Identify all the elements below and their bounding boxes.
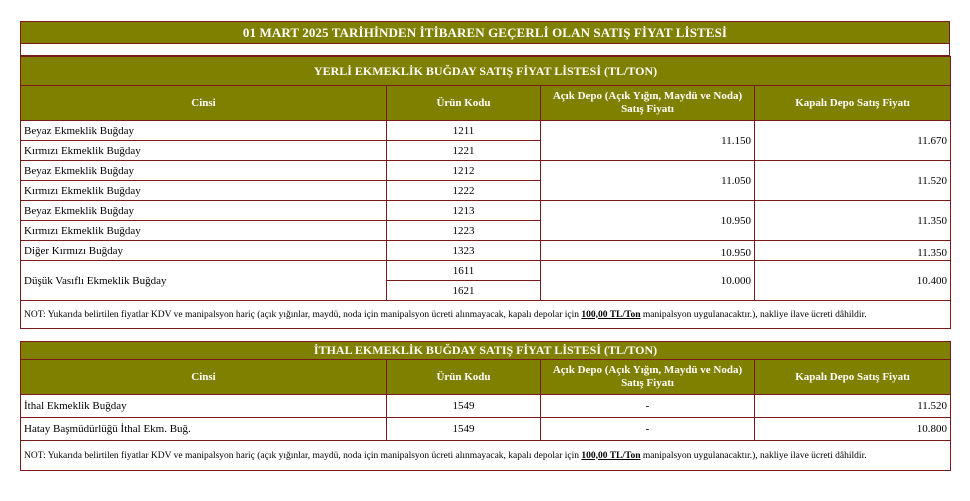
- header-urun-kodu: Ürün Kodu: [387, 360, 541, 395]
- product-name: Beyaz Ekmeklik Buğday: [21, 161, 387, 181]
- product-code: 1213: [387, 201, 541, 221]
- note-text-after: manipalsyon uygulanacaktır.), nakliye ilave ücreti dâhildir.: [640, 309, 867, 320]
- header-urun-kodu: Ürün Kodu: [387, 86, 541, 121]
- product-code: 1621: [387, 281, 541, 301]
- product-name: Beyaz Ekmeklik Buğday: [21, 201, 387, 221]
- kapali-depo-price: 11.350: [755, 241, 951, 261]
- note-text-before: NOT: Yukarıda belirtilen fiyatlar KDV ve manipalsyon hariç (açık yığınlar, maydü, noda için manipalsyon ücreti alınmayacak, kapalı depolar için: [24, 309, 582, 320]
- kapali-depo-price: 11.350: [755, 201, 951, 241]
- acik-depo-price: 10.950: [541, 201, 755, 241]
- table-row: [21, 161, 951, 181]
- product-code: 1222: [387, 181, 541, 201]
- acik-depo-price: 10.950: [541, 241, 755, 261]
- product-name: Kırmızı Ekmeklik Buğday: [21, 141, 387, 161]
- header-cinsi: Cinsi: [21, 360, 387, 395]
- table-row: [21, 241, 951, 261]
- header-acik-depo: Açık Depo (Açık Yığın, Maydü ve Noda) Satış Fiyatı: [541, 86, 755, 121]
- product-code: 1221: [387, 141, 541, 161]
- acik-depo-price: -: [541, 418, 755, 441]
- kapali-depo-price: 11.520: [755, 395, 951, 418]
- table-row: [21, 121, 951, 141]
- product-name: Kırmızı Ekmeklik Buğday: [21, 181, 387, 201]
- header-kapali-depo: Kapalı Depo Satış Fiyatı: [755, 360, 951, 395]
- table-row: [21, 261, 951, 281]
- table-row: [21, 395, 951, 418]
- note-text-after: manipalsyon uygulanacaktır.), nakliye ilave ücreti dâhildir.: [640, 450, 867, 461]
- product-code: 1611: [387, 261, 541, 281]
- main-title: 01 MART 2025 TARİHİNDEN İTİBAREN GEÇERLİ OLAN SATIŞ FİYAT LİSTESİ: [20, 21, 950, 44]
- domestic-table-title: YERLİ EKMEKLİK BUĞDAY SATIŞ FİYAT LİSTESİ (TL/TON): [21, 57, 951, 86]
- product-name: Hatay Başmüdürlüğü İthal Ekm. Buğ.: [21, 418, 387, 441]
- domestic-price-table: [20, 56, 950, 329]
- acik-depo-price: -: [541, 395, 755, 418]
- import-note: [21, 441, 951, 471]
- product-code: 1323: [387, 241, 541, 261]
- product-code: 1211: [387, 121, 541, 141]
- domestic-note: [21, 301, 951, 329]
- product-name: Beyaz Ekmeklik Buğday: [21, 121, 387, 141]
- table-row: [21, 418, 951, 441]
- kapali-depo-price: 11.520: [755, 161, 951, 201]
- import-price-table: [20, 341, 950, 471]
- note-fee: 100,00 TL/Ton: [581, 309, 641, 320]
- kapali-depo-price: 10.400: [755, 261, 951, 301]
- import-table-title: İTHAL EKMEKLİK BUĞDAY SATIŞ FİYAT LİSTESİ (TL/TON): [21, 342, 951, 360]
- product-name: Diğer Kırmızı Buğday: [21, 241, 387, 261]
- product-code: 1212: [387, 161, 541, 181]
- product-code: 1223: [387, 221, 541, 241]
- product-name: Düşük Vasıflı Ekmeklik Buğday: [21, 261, 387, 301]
- table-row: [21, 201, 951, 221]
- header-acik-depo: Açık Depo (Açık Yığın, Maydü ve Noda) Satış Fiyatı: [541, 360, 755, 395]
- header-cinsi: Cinsi: [21, 86, 387, 121]
- header-kapali-depo: Kapalı Depo Satış Fiyatı: [755, 86, 951, 121]
- product-code: 1549: [387, 418, 541, 441]
- note-text-before: NOT: Yukarıda belirtilen fiyatlar KDV ve manipalsyon hariç (açık yığınlar, maydü, noda için manipalsyon ücreti alınmayacak, kapalı depolar için: [24, 450, 582, 461]
- acik-depo-price: 10.000: [541, 261, 755, 301]
- product-name: İthal Ekmeklik Buğday: [21, 395, 387, 418]
- kapali-depo-price: 11.670: [755, 121, 951, 161]
- spacer-row: [20, 44, 950, 56]
- product-name: Kırmızı Ekmeklik Buğday: [21, 221, 387, 241]
- acik-depo-price: 11.150: [541, 121, 755, 161]
- note-fee: 100,00 TL/Ton: [581, 450, 641, 461]
- product-code: 1549: [387, 395, 541, 418]
- acik-depo-price: 11.050: [541, 161, 755, 201]
- kapali-depo-price: 10.800: [755, 418, 951, 441]
